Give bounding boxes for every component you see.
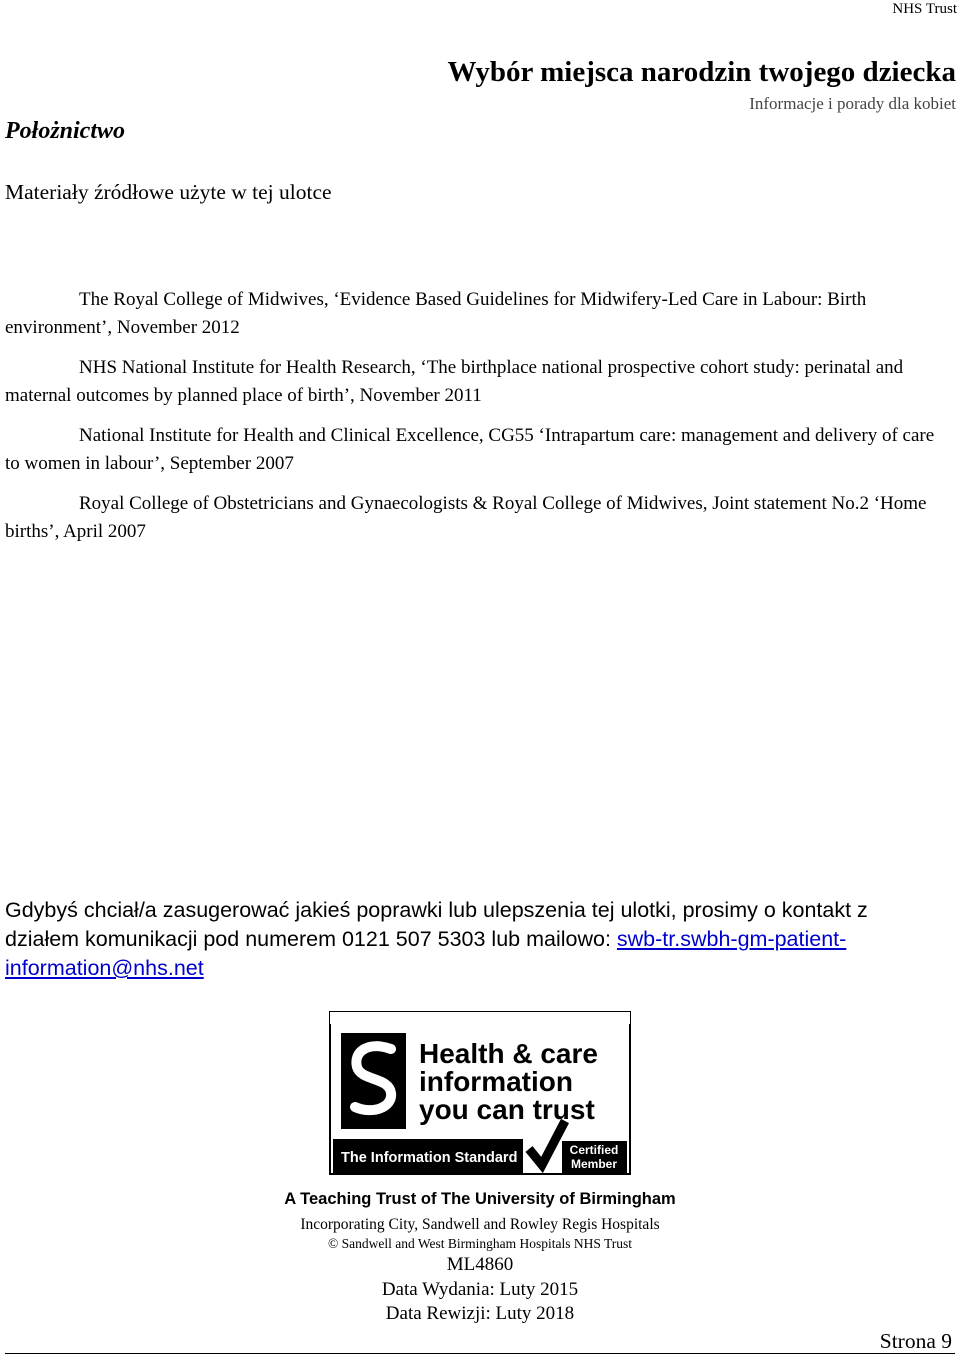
footer-copyright: © Sandwell and West Birmingham Hospitals NHS Trust [327,1236,633,1251]
page-number: Strona 9 [879,1329,952,1353]
page-title: Wybór miejsca narodzin twojego dziecka [447,56,956,88]
logo-badge-line-2: Member [570,1157,618,1171]
footer-reference-code: ML4860 [446,1254,514,1275]
logo-line-3: you can trust [419,1094,595,1125]
logo-line-2: information [419,1066,573,1097]
feedback-email-link[interactable]: swb-tr.swbh-gm-patient-information@nhs.net [5,927,847,980]
logo-line-1: Health & care [419,1038,598,1069]
footer-revision-date: Data Rewizji: Luty 2018 [385,1303,575,1324]
logo-badge-line-1: Certified [569,1143,619,1157]
reference-item: NHS National Institute for Health Research, ‘The birthplace national prospective cohort study: perinatal and maternal outcomes by planned place of birth’, November 2011 [5,357,904,406]
feedback-text: Gdybyś chciał/a zasugerować jakieś poprawki lub ulepszenia tej ulotki, prosimy o kontakt z działem komunikacji pod numerem 0121 507 5303 lub mailowo: [5,898,868,951]
reference-item: Royal College of Obstetricians and Gynaecologists & Royal College of Midwives, Joint statement No.2 ‘Home births’, April 2007 [5,493,927,542]
logo-bottom-label: The Information Standard [341,1150,518,1166]
feedback-paragraph [5,896,920,983]
footer-teaching-trust: A Teaching Trust of The University of Birmingham [284,1190,676,1208]
reference-item: The Royal College of Midwives, ‘Evidence Based Guidelines for Midwifery-Led Care in Labour: Birth environment’, November 2012 [5,289,867,338]
information-standard-logo-graphic [329,1011,631,1175]
references-list [5,286,945,558]
section-label: Położnictwo [5,118,126,144]
header-trust-name: NHS Trust [892,1,957,17]
footer-divider [5,1353,955,1354]
page-subtitle: Informacje i porady dla kobiet [749,94,956,113]
information-standard-logo [329,1011,631,1175]
reference-item: National Institute for Health and Clinical Excellence, CG55 ‘Intrapartum care: management and delivery of care to women in labour’, September 2007 [5,425,935,474]
sources-heading: Materiały źródłowe użyte w tej ulotce [5,180,332,204]
footer-issue-date: Data Wydania: Luty 2015 [381,1279,579,1300]
s-mark-icon [341,1033,406,1129]
footer-incorporating: Incorporating City, Sandwell and Rowley Regis Hospitals [300,1216,660,1233]
